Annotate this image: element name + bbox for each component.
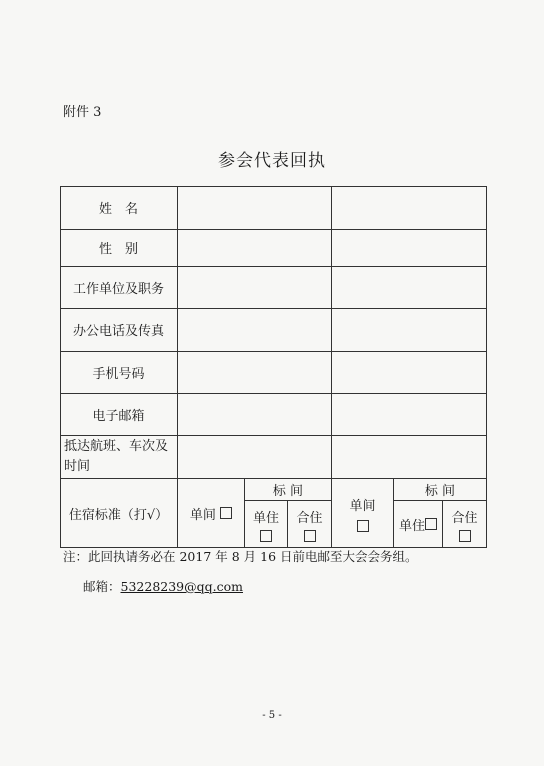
checkbox-icon[interactable] [459,530,471,542]
label-name: 姓 名 [98,202,138,217]
option-single-occupancy-2[interactable] [394,501,442,547]
email-address[interactable]: 53228239@qq.com [120,579,243,594]
option-shared-occupancy[interactable] [288,501,331,547]
email-line [83,577,243,595]
input-gender-2[interactable] [332,230,486,266]
label-email: 电子邮箱 [92,408,145,424]
option-single-room[interactable] [178,478,244,548]
single-occupancy-label: 单住 [252,510,279,526]
input-phone-1[interactable] [178,309,330,351]
single-room-label: 单间 [189,507,216,523]
single-occupancy-label-2: 单住 [398,518,425,534]
input-phone-2[interactable] [332,309,486,351]
input-arrival-1[interactable] [178,436,330,478]
option-single-room-2[interactable] [332,478,393,548]
checkbox-icon[interactable] [220,507,232,519]
checkbox-icon[interactable] [304,530,316,542]
label-arrival: 抵达航班、车次及时间 [64,438,169,474]
input-arrival-2[interactable] [332,436,486,478]
standard-room-header-2: 标 间 [424,484,456,499]
checkbox-icon[interactable] [357,520,369,532]
page-number: - 5 - [262,710,282,721]
input-email-2[interactable] [332,394,486,435]
option-shared-occupancy-2[interactable] [443,501,486,547]
input-email-1[interactable] [178,394,330,435]
label-phone-fax: 办公电话及传真 [72,324,164,339]
attachment-label: 附件 3 [63,105,102,120]
input-mobile-1[interactable] [178,352,330,393]
label-mobile: 手机号码 [92,366,145,382]
input-mobile-2[interactable] [332,352,486,393]
checkbox-icon[interactable] [425,518,437,530]
input-name-2[interactable] [332,187,486,229]
input-work-1[interactable] [178,267,330,308]
input-gender-1[interactable] [178,230,330,266]
single-room-label-2: 单间 [349,498,376,514]
checkbox-icon[interactable] [260,530,272,542]
input-name-1[interactable] [178,187,330,229]
label-work-unit: 工作单位及职务 [72,281,164,297]
form-title: 参会代表回执 [218,151,326,171]
shared-occupancy-label: 合住 [296,510,323,526]
email-label: 邮箱： [83,579,121,594]
deadline-note: 注：此回执请务必在 2017 年 8 月 16 日前电邮至大会会务组。 [63,549,418,564]
table-border [486,186,487,548]
option-single-occupancy[interactable] [245,501,287,547]
reception-form [60,186,487,548]
label-gender: 性 别 [98,242,138,257]
standard-room-header: 标 间 [272,484,304,499]
input-work-2[interactable] [332,267,486,308]
shared-occupancy-label-2: 合住 [451,510,478,526]
label-accommodation: 住宿标准（打√） [68,507,169,523]
